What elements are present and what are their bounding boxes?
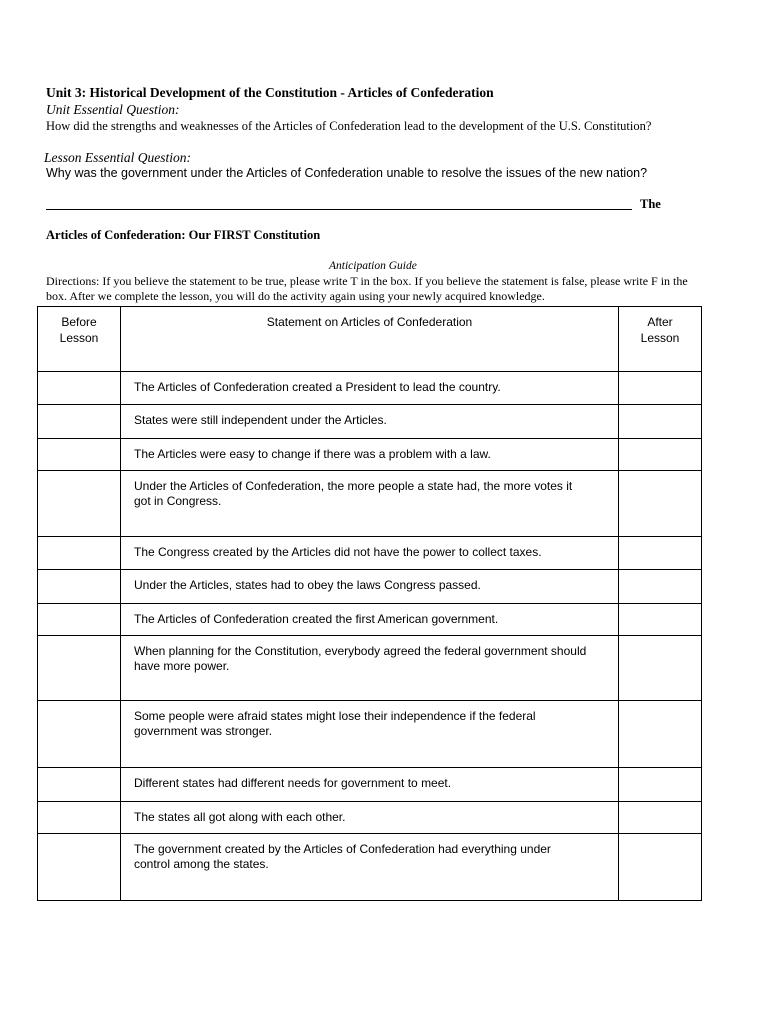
statement-cell: States were still independent under the Articles. bbox=[121, 405, 619, 439]
after-lesson-answer-box[interactable] bbox=[619, 405, 702, 439]
before-lesson-answer-box[interactable] bbox=[38, 439, 121, 471]
statement-cell: The Congress created by the Articles did not have the power to collect taxes. bbox=[121, 537, 619, 570]
after-lesson-answer-box[interactable] bbox=[619, 537, 702, 570]
unit-title: Unit 3: Historical Development of the Constitution - Articles of Confederation bbox=[46, 85, 494, 100]
statement-cell: Under the Articles, states had to obey the laws Congress passed. bbox=[121, 570, 619, 604]
blank-answer-line bbox=[46, 209, 632, 210]
table-row bbox=[38, 570, 702, 604]
trailing-word: The bbox=[640, 197, 661, 211]
before-lesson-header: Before Lesson bbox=[38, 307, 121, 372]
after-lesson-answer-box[interactable] bbox=[619, 471, 702, 537]
after-lesson-answer-box[interactable] bbox=[619, 636, 702, 701]
statement-cell: When planning for the Constitution, everybody agreed the federal government should have more power. bbox=[121, 636, 619, 701]
before-lesson-answer-box[interactable] bbox=[38, 372, 121, 405]
after-lesson-answer-box[interactable] bbox=[619, 802, 702, 834]
table-row bbox=[38, 604, 702, 636]
before-lesson-answer-box[interactable] bbox=[38, 405, 121, 439]
before-lesson-answer-box[interactable] bbox=[38, 834, 121, 901]
before-lesson-answer-box[interactable] bbox=[38, 802, 121, 834]
before-lesson-answer-box[interactable] bbox=[38, 537, 121, 570]
table-row bbox=[38, 834, 702, 901]
statement-cell: Different states had different needs for government to meet. bbox=[121, 768, 619, 802]
after-lesson-header: After Lesson bbox=[619, 307, 702, 372]
unit-essential-question-text: How did the strengths and weaknesses of the Articles of Confederation lead to the development of the U.S. Constitution? bbox=[46, 119, 652, 133]
statement-cell: The Articles of Confederation created the first American government. bbox=[121, 604, 619, 636]
statement-cell: The states all got along with each other. bbox=[121, 802, 619, 834]
statement-cell: Under the Articles of Confederation, the more people a state had, the more votes it got in Congress. bbox=[121, 471, 619, 537]
before-lesson-answer-box[interactable] bbox=[38, 636, 121, 701]
before-lesson-answer-box[interactable] bbox=[38, 768, 121, 802]
before-lesson-answer-box[interactable] bbox=[38, 701, 121, 768]
table-row bbox=[38, 636, 702, 701]
table-header-row bbox=[38, 307, 702, 372]
statement-cell: The Articles of Confederation created a President to lead the country. bbox=[121, 372, 619, 405]
after-lesson-answer-box[interactable] bbox=[619, 439, 702, 471]
section-title: Articles of Confederation: Our FIRST Constitution bbox=[46, 228, 321, 242]
before-lesson-answer-box[interactable] bbox=[38, 471, 121, 537]
statement-cell: The government created by the Articles of Confederation had everything under control among the states. bbox=[121, 834, 619, 901]
lesson-essential-question-label: Lesson Essential Question: bbox=[44, 150, 191, 165]
table-row bbox=[38, 768, 702, 802]
after-lesson-answer-box[interactable] bbox=[619, 570, 702, 604]
statement-header: Statement on Articles of Confederation bbox=[121, 307, 619, 372]
directions-text: Directions: If you believe the statement to be true, please write T in the box. If you believe the statement is false, please write F in the box. After we complete the lesson, you will do the activity again using your newly acquired knowledge. bbox=[46, 274, 688, 303]
anticipation-guide-title: Anticipation Guide bbox=[329, 260, 417, 272]
table-row bbox=[38, 405, 702, 439]
after-lesson-answer-box[interactable] bbox=[619, 604, 702, 636]
table-row bbox=[38, 802, 702, 834]
table-row bbox=[38, 372, 702, 405]
table-row bbox=[38, 439, 702, 471]
after-lesson-answer-box[interactable] bbox=[619, 768, 702, 802]
before-lesson-answer-box[interactable] bbox=[38, 570, 121, 604]
table-row bbox=[38, 471, 702, 537]
after-lesson-answer-box[interactable] bbox=[619, 372, 702, 405]
anticipation-guide-table bbox=[37, 306, 702, 901]
before-lesson-answer-box[interactable] bbox=[38, 604, 121, 636]
lesson-essential-question-text: Why was the government under the Articles of Confederation unable to resolve the issues of the new nation? bbox=[46, 166, 648, 180]
after-lesson-answer-box[interactable] bbox=[619, 834, 702, 901]
statement-cell: Some people were afraid states might lose their independence if the federal government was stronger. bbox=[121, 701, 619, 768]
table-row bbox=[38, 701, 702, 768]
unit-essential-question-label: Unit Essential Question: bbox=[46, 102, 180, 117]
after-lesson-answer-box[interactable] bbox=[619, 701, 702, 768]
table-row bbox=[38, 537, 702, 570]
statement-cell: The Articles were easy to change if there was a problem with a law. bbox=[121, 439, 619, 471]
